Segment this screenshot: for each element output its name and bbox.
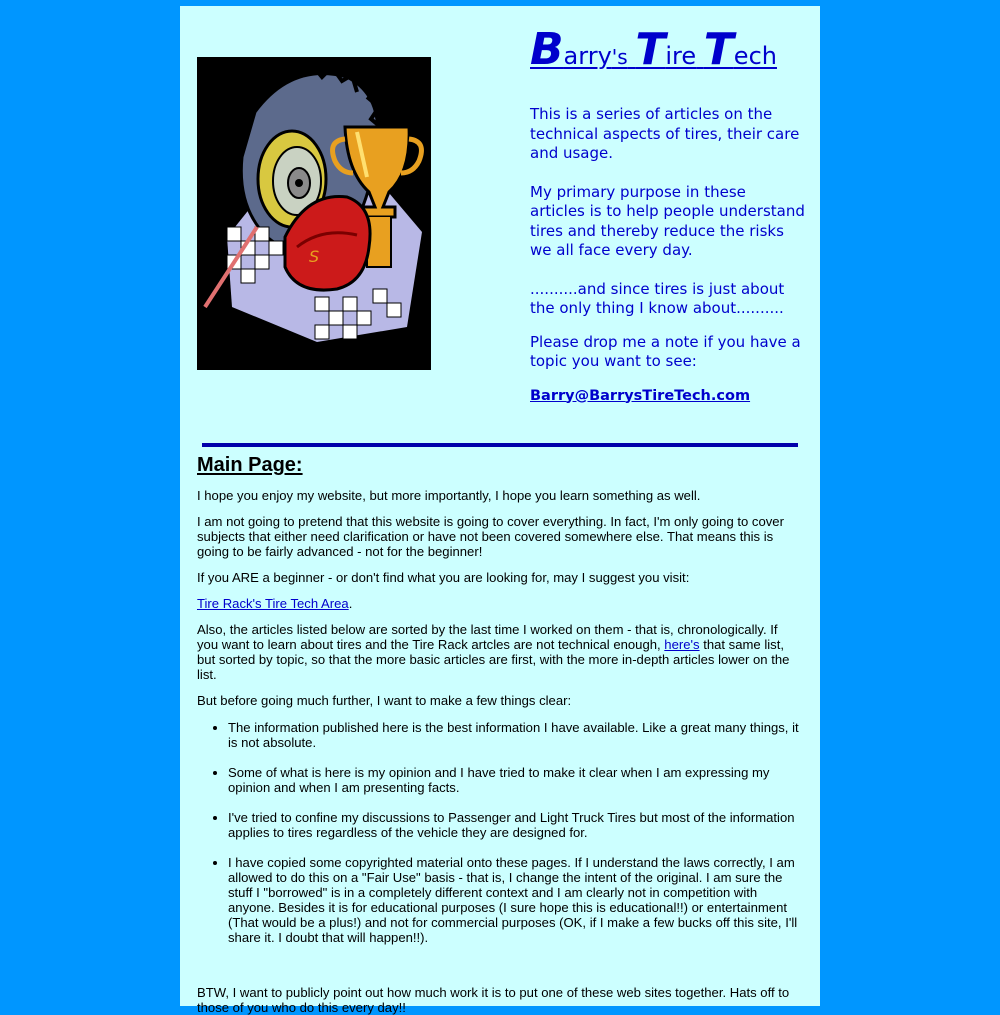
main-paragraph-5: But before going much further, I want to make a few things clear:	[197, 693, 572, 708]
site-title: Barry's Tire Tech	[530, 24, 777, 75]
svg-text:S: S	[309, 247, 320, 266]
intro-contact-prompt: Please drop me a note if you have a topic you want to see:	[530, 332, 801, 370]
intro-description: This is a series of articles on the technical aspects of tires, their care and usage.	[530, 105, 800, 162]
disclaimer-list	[197, 720, 802, 945]
intro-purpose: My primary purpose in these articles is to help people understand tires and thereby reduce the risks we all face every day.	[530, 182, 805, 259]
list-item: • I have copied some copyrighted material onto these pages. If I understand the laws correctly, I am allowed to do this on a "Fair Use" basis - that is, I change the intent of the original. I am sure the stuff I "borrowed" is in a completely different context and I am clearly not in competition with anyone. Besides it is for educational purposes (I sure hope this is educational!!) or entertainment (That would be a plus!) and not for commercial purposes (OK, if I make a few bucks off this site, I'll share it. I doubt that will happen!!).	[228, 855, 802, 945]
page-container	[180, 6, 820, 1015]
list-item: • The information published here is the best information I have available. Like a great many things, it is not absolute.	[228, 720, 802, 750]
list-item: • I've tried to confine my discussions to Passenger and Light Truck Tires but most of the information applies to tires regardless of the vehicle they are designed for.	[228, 810, 802, 840]
btw-paragraph: BTW, I want to publicly point out how much work it is to put one of these web sites together. Hats off to those of you who do this every day!!	[197, 985, 790, 1015]
main-paragraph-2: I am not going to pretend that this website is going to cover everything. In fact, I'm only going to cover subjects that either need clarification or have not been covered somewhere else. That means this is going to be fairly advanced - not for the beginner!	[197, 514, 784, 559]
list-item: • Some of what is here is my opinion and I have tried to make it clear when I am expressing my opinion and when I am presenting facts.	[228, 765, 802, 795]
tire-rack-link[interactable]: Tire Rack's Tire Tech Area	[197, 596, 349, 611]
tire-trophy-clipart	[197, 57, 431, 370]
main-paragraph-4: Also, the articles listed below are sorted by the last time I worked on them - that is, chronologically. If you want to learn about tires and the Tire Rack artcles are not technical enough, here's that same list, but sorted by topic, so that the more basic articles are first, with the more in-depth articles lower on the list.	[197, 622, 790, 682]
intro-panel	[530, 24, 805, 406]
tire-trophy-checkered-flag-icon	[197, 57, 431, 370]
tire-rack-paragraph: Tire Rack's Tire Tech Area.	[197, 596, 353, 611]
email-paragraph	[530, 387, 805, 407]
main-heading: Main Page:	[197, 454, 303, 476]
intro-aside: ..........and since tires is just about the only thing I know about..........	[530, 279, 785, 317]
by-topic-link[interactable]: here's	[664, 637, 700, 652]
main-content	[197, 451, 802, 1015]
section-divider	[202, 443, 798, 447]
main-paragraph-1: I hope you enjoy my website, but more importantly, I hope you learn something as well.	[197, 488, 701, 503]
main-paragraph-3: If you ARE a beginner - or don't find what you are looking for, may I suggest you visit:	[197, 570, 690, 585]
email-link[interactable]: Barry@BarrysTireTech.com	[530, 387, 751, 404]
